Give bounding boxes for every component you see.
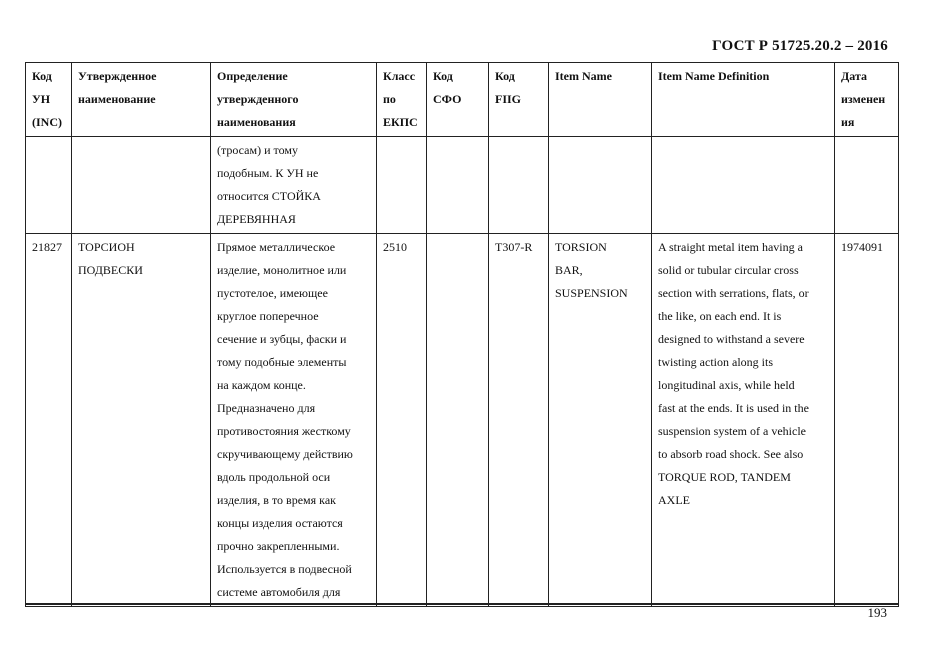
cell-value: 2510 xyxy=(383,240,407,254)
cell-date xyxy=(835,137,899,234)
column-header-class xyxy=(377,63,427,137)
column-header-definition xyxy=(211,63,377,137)
column-header-line: Класс xyxy=(383,69,416,83)
cell-item-definition xyxy=(652,137,835,234)
column-header-line: наименования xyxy=(217,115,296,129)
table-row xyxy=(26,137,899,234)
column-header-line: изменен xyxy=(841,92,886,106)
cell-inc xyxy=(26,137,72,234)
cell-fiig xyxy=(489,234,549,607)
column-header-fiig xyxy=(489,63,549,137)
cell-line: системе автомобиля для xyxy=(217,585,341,599)
column-header-sfo xyxy=(427,63,489,137)
cell-line: изделия, в то время как xyxy=(217,493,336,507)
cell-name xyxy=(72,234,211,607)
cell-definition xyxy=(211,234,377,607)
column-header-line: УН xyxy=(32,92,51,106)
cell-line: относится СТОЙКА xyxy=(217,189,321,203)
table-body xyxy=(26,137,899,607)
cell-line: AXLE xyxy=(658,493,690,507)
column-header-line: Определение xyxy=(217,69,288,83)
cell-class xyxy=(377,137,427,234)
cell-line: изделие, монолитное или xyxy=(217,263,347,277)
cell-line: Предназначено для xyxy=(217,401,316,415)
cell-line: на каждом конце. xyxy=(217,378,306,392)
column-header-line: СФО xyxy=(433,92,462,106)
cell-line: круглое поперечное xyxy=(217,309,319,323)
cell-value: 21827 xyxy=(32,240,62,254)
cell-line: TORQUE ROD, TANDEM xyxy=(658,470,791,484)
page-number: 193 xyxy=(867,605,887,620)
column-header-line: (INC) xyxy=(32,115,62,129)
cell-line: тому подобные элементы xyxy=(217,355,347,369)
cell-line: подобным. К УН не xyxy=(217,166,319,180)
column-header-item-name xyxy=(549,63,652,137)
table-row xyxy=(26,234,899,607)
bottom-rule xyxy=(25,603,898,605)
cell-value: T307-R xyxy=(495,240,533,254)
cell-line: вдоль продольной оси xyxy=(217,470,331,484)
cell-line: прочно закрепленными. xyxy=(217,539,340,553)
cell-line: ДЕРЕВЯННАЯ xyxy=(217,212,296,226)
cell-line: ТОРСИОН xyxy=(78,240,135,254)
cell-line: BAR, xyxy=(555,263,583,277)
column-header-inc xyxy=(26,63,72,137)
cell-definition xyxy=(211,137,377,234)
cell-line: Прямое металлическое xyxy=(217,240,336,254)
catalog-table xyxy=(25,62,899,607)
cell-item-name xyxy=(549,234,652,607)
column-header-line: Item Name xyxy=(555,69,612,83)
cell-sfo xyxy=(427,137,489,234)
cell-line: пустотелое, имеющее xyxy=(217,286,328,300)
cell-line: ПОДВЕСКИ xyxy=(78,263,143,277)
cell-line: TORSION xyxy=(555,240,607,254)
column-header-line: утвержденного xyxy=(217,92,299,106)
cell-line: longitudinal axis, while held xyxy=(658,378,795,392)
column-header-date xyxy=(835,63,899,137)
column-header-line: наименование xyxy=(78,92,156,106)
cell-line: fast at the ends. It is used in the xyxy=(658,401,809,415)
column-header-line: ЕКПС xyxy=(383,115,418,129)
cell-line: designed to withstand a severe xyxy=(658,332,805,346)
column-header-line: ия xyxy=(841,115,855,129)
cell-name xyxy=(72,137,211,234)
column-header-line: по xyxy=(383,92,396,106)
column-header-line: Дата xyxy=(841,69,867,83)
cell-line: концы изделия остаются xyxy=(217,516,343,530)
header-row xyxy=(26,63,899,137)
column-header-item-definition xyxy=(652,63,835,137)
cell-inc xyxy=(26,234,72,607)
document-code: ГОСТ Р 51725.20.2 – 2016 xyxy=(712,38,888,54)
cell-line: сечение и зубцы, фаски и xyxy=(217,332,347,346)
column-header-line: Код xyxy=(32,69,52,83)
column-header-line: Код xyxy=(433,69,453,83)
cell-value: 1974091 xyxy=(841,240,883,254)
cell-line: suspension system of a vehicle xyxy=(658,424,806,438)
cell-line: A straight metal item having a xyxy=(658,240,803,254)
cell-line: SUSPENSION xyxy=(555,286,628,300)
cell-line: twisting action along its xyxy=(658,355,773,369)
cell-item-name xyxy=(549,137,652,234)
cell-line: to absorb road shock. See also xyxy=(658,447,804,461)
cell-line: скручивающему действию xyxy=(217,447,353,461)
column-header-line: Item Name Definition xyxy=(658,69,770,83)
cell-line: solid or tubular circular cross xyxy=(658,263,799,277)
cell-class xyxy=(377,234,427,607)
cell-date xyxy=(835,234,899,607)
cell-item-definition xyxy=(652,234,835,607)
column-header-line: Код xyxy=(495,69,515,83)
cell-line: Используется в подвесной xyxy=(217,562,352,576)
cell-sfo xyxy=(427,234,489,607)
cell-line: (тросам) и тому xyxy=(217,143,298,157)
cell-line: the like, on each end. It is xyxy=(658,309,782,323)
cell-line: противостояния жесткому xyxy=(217,424,351,438)
cell-fiig xyxy=(489,137,549,234)
cell-line: section with serrations, flats, or xyxy=(658,286,809,300)
column-header-name xyxy=(72,63,211,137)
column-header-line: Утвержденное xyxy=(78,69,157,83)
column-header-line: FIIG xyxy=(495,92,522,106)
